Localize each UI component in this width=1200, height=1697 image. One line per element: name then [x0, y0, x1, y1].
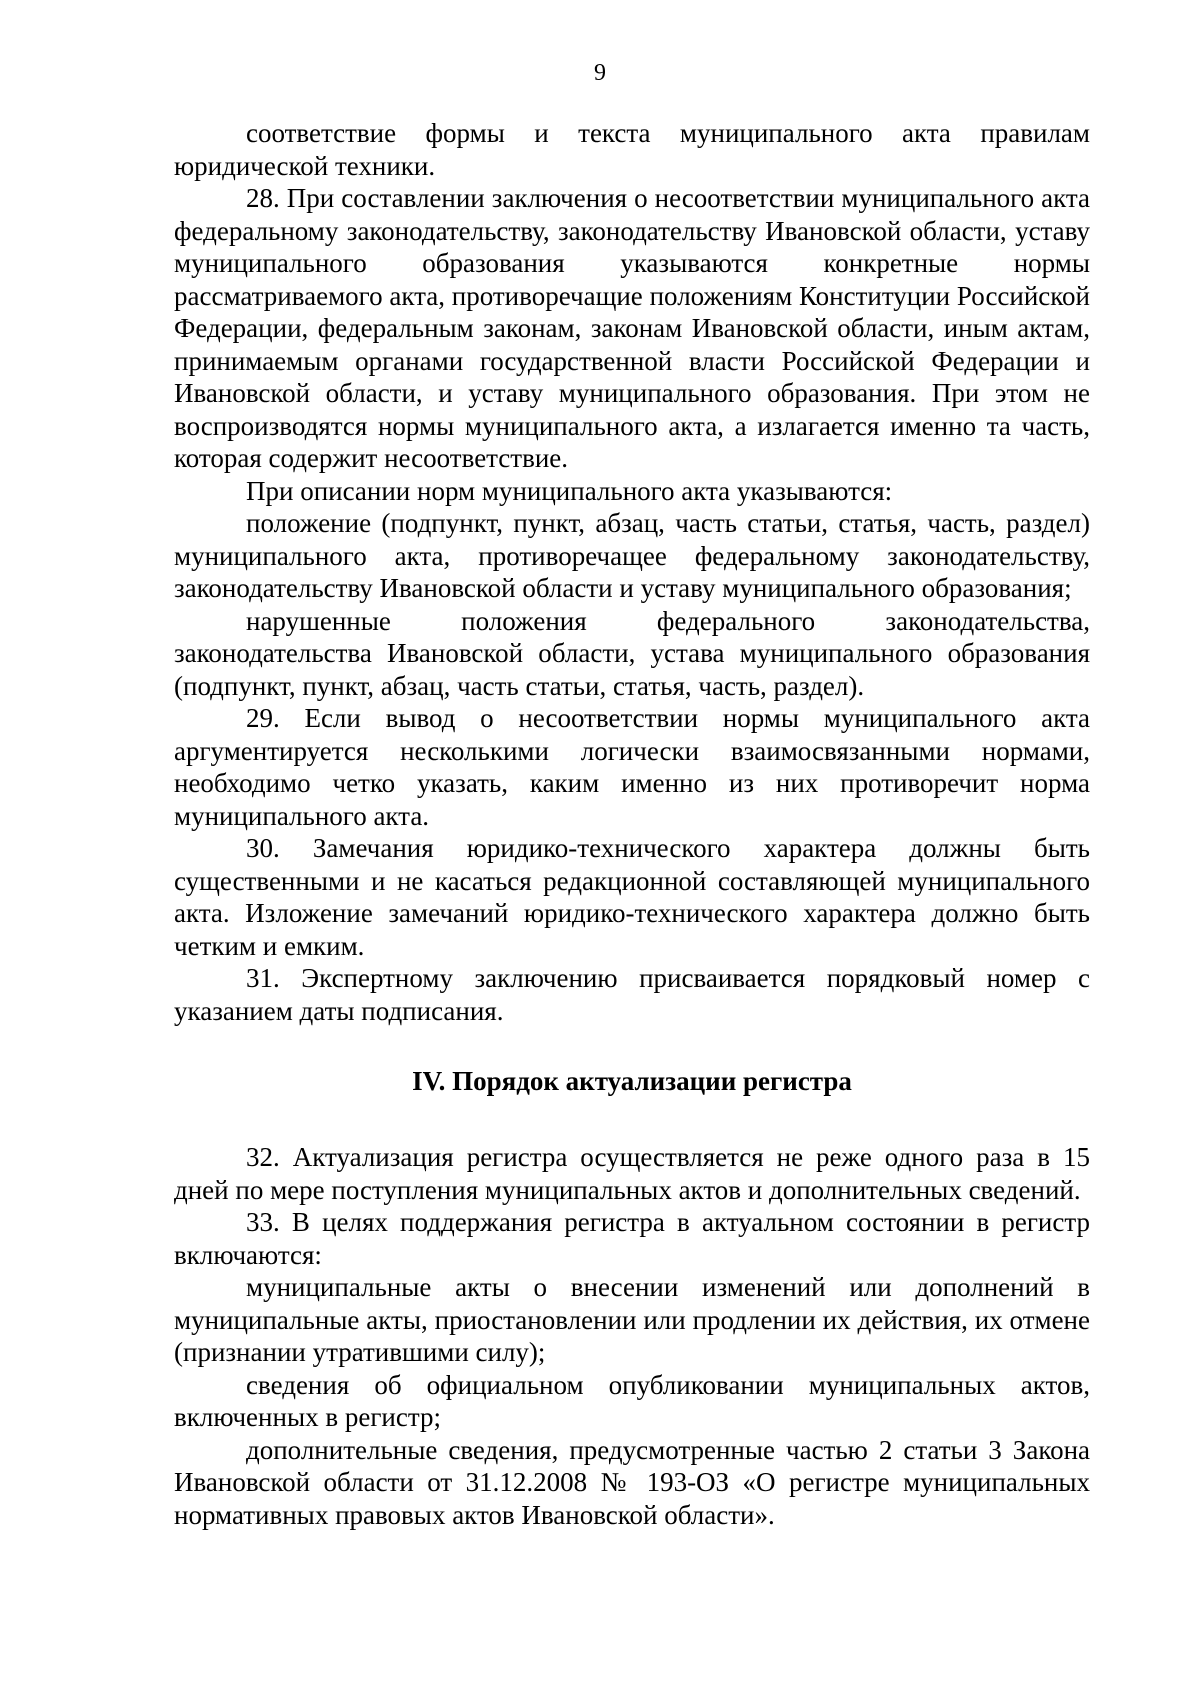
paragraphs-before-heading — [174, 117, 1090, 1027]
document-body — [174, 117, 1090, 1531]
paragraph-33: 33. В целях поддержания регистра в актуальном состоянии в регистр включаются: — [174, 1207, 1090, 1270]
paragraph: сведения об официальном опубликовании муниципальных актов, включенных в регистр; — [174, 1369, 1090, 1432]
paragraph-30: 30. Замечания юридико-технического характера должны быть существенными и не касаться редакционной составляющей муниципального акта. Изложение замечаний юридико-технического характера должно быть четким и емким. — [174, 833, 1090, 961]
paragraph: При описании норм муниципального акта указываются: — [246, 475, 893, 506]
paragraph-28: 28. При составлении заключения о несоответствии муниципального акта федеральному законодательству, законодательству Ивановской области, уставу муниципального образования указываются конкретные нормы рассматриваемого акта, противоречащие положениям Конституции Российской Федерации, федеральным законам, законам Ивановской области, иным актам, принимаемым органами государственной власти Российской Федерации и Ивановской области, и уставу муниципального образования. При этом не воспроизводятся нормы муниципального акта, а излагается именно та часть, которая содержит несоответствие. — [174, 183, 1090, 473]
paragraph-31: 31. Экспертному заключению присваивается порядковый номер с указанием даты подписания. — [174, 963, 1090, 1026]
paragraph-29: 29. Если вывод о несоответствии нормы муниципального акта аргументируется несколькими логически взаимосвязанными нормами, необходимо четко указать, каким именно из них противоречит норма муниципального акта. — [174, 703, 1090, 831]
section-heading: IV. Порядок актуализации регистра — [412, 1066, 852, 1096]
paragraph: положение (подпункт, пункт, абзац, часть статьи, статья, часть, раздел) муниципального акта, противоречащее федеральному законодательству, законодательству Ивановской области и уставу муниципального образования; — [174, 508, 1090, 603]
paragraph-32: 32. Актуализация регистра осуществляется не реже одного раза в 15 дней по мере поступления муниципальных актов и дополнительных сведений. — [174, 1142, 1090, 1205]
paragraph: дополнительные сведения, предусмотренные частью 2 статьи 3 Закона Ивановской области от 31.12.2008 № 193-ОЗ «О регистре муниципальных нормативных правовых актов Ивановской области». — [174, 1434, 1090, 1530]
paragraphs-after-heading — [174, 1141, 1090, 1531]
paragraph: муниципальные акты о внесении изменений или дополнений в муниципальные акты, приостановлении или продлении их действия, их отмене (признании утратившими силу); — [174, 1272, 1090, 1367]
page-number: 9 — [594, 60, 606, 86]
paragraph: нарушенные положения федерального законодательства, законодательства Ивановской области, устава муниципального образования (подпункт, пункт, абзац, часть статьи, статья, часть, раздел). — [174, 605, 1090, 701]
paragraph: соответствие формы и текста муниципального акта правилам юридической техники. — [174, 118, 1090, 181]
